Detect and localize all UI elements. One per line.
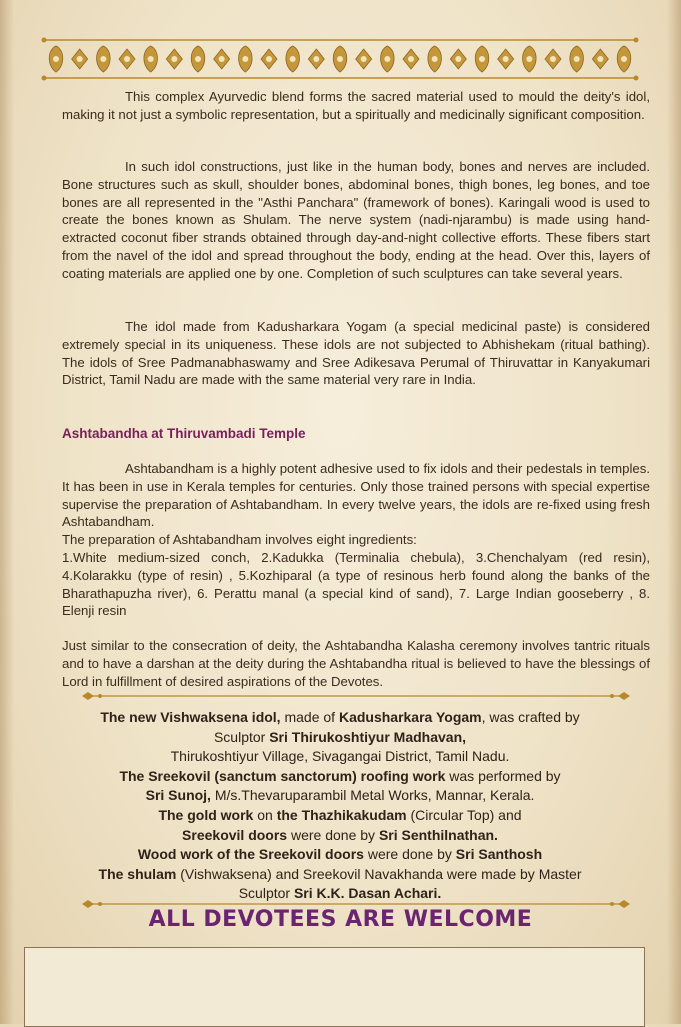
paragraph-idol-construction: [62, 158, 650, 283]
credit-line: The new Vishwaksena idol, made of Kadusharkara Yogam, was crafted by: [100, 709, 580, 725]
credit-line: Thirukoshtiyur Village, Sivagangai District, Tamil Nadu.: [170, 748, 510, 765]
section-heading: Ashtabandha at Thiruvambadi Temple: [62, 426, 306, 441]
border-motif-icon: [617, 46, 631, 72]
ingredients-list: 1.White medium-sized conch, 2.Kadukka (Terminalia chebula), 3.Chenchalyam (red resin), 4.Kolarakku (type of resin) , 5.Kozhiparal (a type of resinous herb found along the banks of the Bharathapuzha river), 6. Perattu manal (a special kind of sand), 7. Large Indian gooseberry , 8. Elenji resin: [62, 549, 650, 619]
credit-line: Sculptor Sri K.K. Dasan Achari.: [238, 885, 442, 902]
border-motif-icon: [570, 46, 584, 72]
credit-line: Wood work of the Sreekovil doors were done by Sri Santhosh: [137, 846, 543, 863]
border-motif-icon: [308, 49, 324, 69]
border-motif-icon: [239, 46, 253, 72]
paragraph-ashtabandham: [62, 460, 650, 620]
paragraph-kadusharkara: [62, 318, 650, 389]
credits-block: [60, 708, 620, 904]
border-motif-icon: [214, 49, 230, 69]
welcome-banner: ALL DEVOTEES ARE WELCOME: [148, 907, 533, 932]
border-motif-icon: [428, 46, 442, 72]
border-motif-icon: [381, 46, 395, 72]
border-motif-icon: [72, 49, 88, 69]
paragraph-kalasha-ceremony: [62, 637, 650, 690]
border-motif-icon: [356, 49, 372, 69]
credit-line: The Sreekovil (sanctum sanctorum) roofing work was performed by: [119, 767, 561, 784]
border-motif-icon: [166, 49, 182, 69]
border-motif-icon: [191, 46, 205, 72]
paragraph-text: The idol made from Kadusharkara Yogam (a special medicinal paste) is considered extremely special in its uniqueness. These idols are not subjected to Abhishekam (ritual bathing). The idols of Sree Padmanabhaswamy and Sree Adikesava Perumal of Thiruvattar in Kanyakumari District, Tamil Nadu are made with the same material very rare in India.: [62, 319, 650, 388]
page-edge-right: [667, 0, 681, 1024]
paragraph-text: The preparation of Ashtabandham involves eight ingredients:: [62, 532, 417, 548]
border-motif-icon: [286, 46, 299, 72]
border-motif-icon: [498, 49, 514, 69]
credit-line: Sri Sunoj, M/s.Thevaruparambil Metal Works, Mannar, Kerala.: [145, 787, 535, 804]
border-motif-icon: [144, 46, 158, 72]
credit-line: Sreekovil doors were done by Sri Senthilnathan.: [182, 826, 498, 843]
empty-frame: [24, 947, 645, 1027]
credit-line: Sculptor Sri Thirukoshtiyur Madhavan,: [213, 728, 467, 745]
border-motif-icon: [523, 46, 537, 72]
paragraph-text: This complex Ayurvedic blend forms the sacred material used to mould the deity's idol, making it not just a symbolic representation, but a spiritually and medicinally significant composition.: [62, 89, 650, 122]
paragraph-text: In such idol constructions, just like in the human body, bones and nerves are included. Bone structures such as skull, shoulder bones, abdominal bones, thigh bones, leg bones, and toe bones are all represented in the "Asthi Panchara" (framework of bones). Karingali wood is used to create the bones known as Shulam. The nerve system (nadi-njarambu) is made using hand-extracted coconut fiber strands obtained through day-and-night collective efforts. These fibers start from the navel of the idol and spread throughout the body, ending at the head. Over this, layers of coating materials are applied one by one. Completion of such sculptures can take several years.: [62, 159, 650, 281]
border-motif-icon: [49, 46, 63, 72]
border-motif-icon: [119, 49, 135, 69]
border-motif-icon: [475, 46, 489, 72]
border-motif-icon: [592, 49, 608, 69]
credit-line: The shulam (Vishwaksena) and Sreekovil Navakhanda were made by Master: [98, 865, 582, 882]
paragraph-text: Ashtabandham is a highly potent adhesive used to fix idols and their pedestals in temples. It has been in use in Kerala temples for centuries. Only those trained persons with special expertise supervise the preparation of Ashtabandham. In every twelve years, the idols are re-fixed using fresh Ashtabandham.: [62, 461, 650, 530]
border-motif-icon: [333, 46, 347, 72]
border-motif-icon: [403, 49, 419, 69]
page-edge-left: [0, 0, 14, 1024]
border-motif-icon: [97, 46, 111, 72]
paragraph-ayurvedic-blend: [62, 88, 650, 124]
credit-line: The gold work on the Thazhikakudam (Circular Top) and: [158, 806, 522, 823]
ornamental-top-border: [40, 36, 640, 82]
border-motif-icon: [450, 49, 466, 69]
paragraph-text: Just similar to the consecration of deity, the Ashtabandha Kalasha ceremony involves tantric rituals and to have a darshan at the deity during the Ashtabandha ritual is believed to have the blessings of Lord in fulfillment of desired aspirations of the Devotes.: [62, 638, 650, 689]
divider-ornament: [82, 690, 630, 702]
border-motif-icon: [545, 49, 561, 69]
border-motif-icon: [261, 49, 277, 69]
